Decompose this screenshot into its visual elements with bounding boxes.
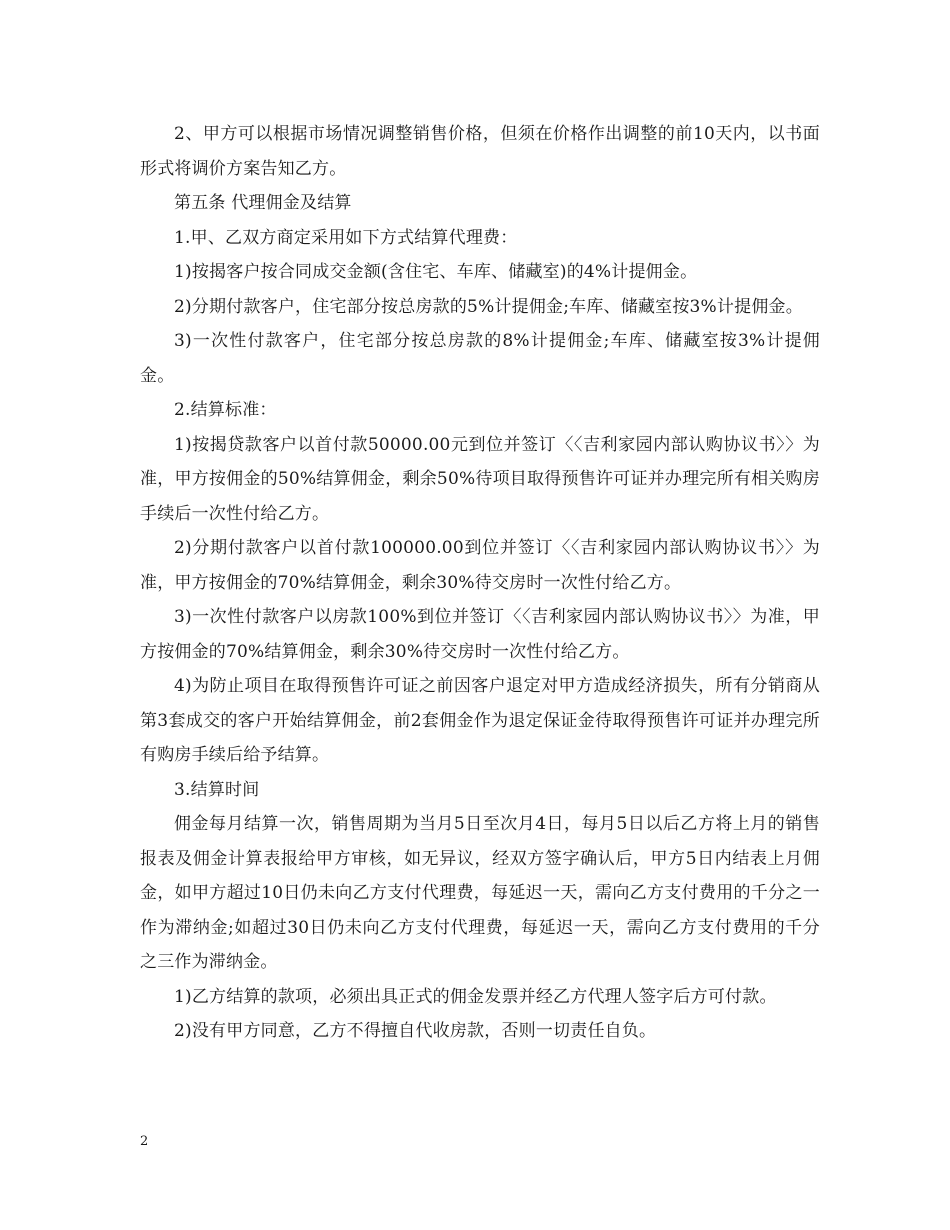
paragraph-lump-sum-commission: 3)一次性付款客户，住宅部分按总房款的8%计提佣金;车库、储藏室按3%计提佣金。 xyxy=(140,331,820,386)
settlement-standard-heading: 2.结算标准： xyxy=(174,400,277,420)
paragraph-price-adjustment: 2、甲方可以根据市场情况调整销售价格，但须在价格作出调整的前10天内，以书面形式将调价方案告知乙方。 xyxy=(140,124,820,179)
paragraph-settlement-method: 1.甲、乙双方商定采用如下方式结算代理费： xyxy=(174,227,518,248)
settlement-time-heading: 3.结算时间 xyxy=(174,779,260,800)
paragraph-lump-sum-standard: 3)一次性付款客户以房款100%到位并签订〈〈吉利家园内部认购协议书〉〉为准，甲方按佣金的70%结算佣金，剩余30%待交房时一次性付给乙方。 xyxy=(140,607,820,662)
paragraph-collection-rule: 2)没有甲方同意，乙方不得擅自代收房款，否则一切责任自负。 xyxy=(174,1021,657,1041)
paragraph-mortgage-commission: 1)按揭客户按合同成交金额(含住宅、车库、储藏室)的4%计提佣金。 xyxy=(174,262,698,282)
paragraph-mortgage-standard: 1)按揭贷款客户以首付款50000.00元到位并签订〈〈吉利家园内部认购协议书〉〉为准，甲方按佣金的50%结算佣金，剩余50%待项目取得预售许可证并办理完所有相关购房手续后一次性付给乙方。 xyxy=(140,434,820,524)
paragraph-installment-commission: 2)分期付款客户，住宅部分按总房款的5%计提佣金;车库、储藏室按3%计提佣金。 xyxy=(174,296,803,317)
paragraph-monthly-settlement: 佣金每月结算一次，销售周期为当月5日至次月4日，每月5日以后乙方将上月的销售报表及佣金计算表报给甲方审核，如无异议，经双方签字确认后，甲方5日内结表上月佣金，如甲方超过10日仍未向乙方支付代理费，每延迟一天，需向乙方支付费用的千分之一作为滞纳金;如超过30日仍未向乙方支付代理费，每延迟一天，需向乙方支付费用的千分之三作为滞纳金。 xyxy=(140,814,820,972)
article-five-heading: 第五条 代理佣金及结算 xyxy=(174,193,352,213)
paragraph-installment-standard: 2)分期付款客户以首付款100000.00到位并签订〈〈吉利家园内部认购协议书〉〉为准，甲方按佣金的70%结算佣金，剩余30%待交房时一次性付给乙方。 xyxy=(140,538,820,593)
paragraph-deposit-rule: 4)为防止项目在取得预售许可证之前因客户退定对甲方造成经济损失，所有分销商从第3套成交的客户开始结算佣金，前2套佣金作为退定保证金待取得预售许可证并办理完所有购房手续后给予结算。 xyxy=(140,676,820,765)
document-body xyxy=(140,117,820,1049)
page-number: 2 xyxy=(140,1134,149,1149)
paragraph-invoice-rule: 1)乙方结算的款项，必须出具正式的佣金发票并经乙方代理人签字后方可付款。 xyxy=(174,986,777,1007)
